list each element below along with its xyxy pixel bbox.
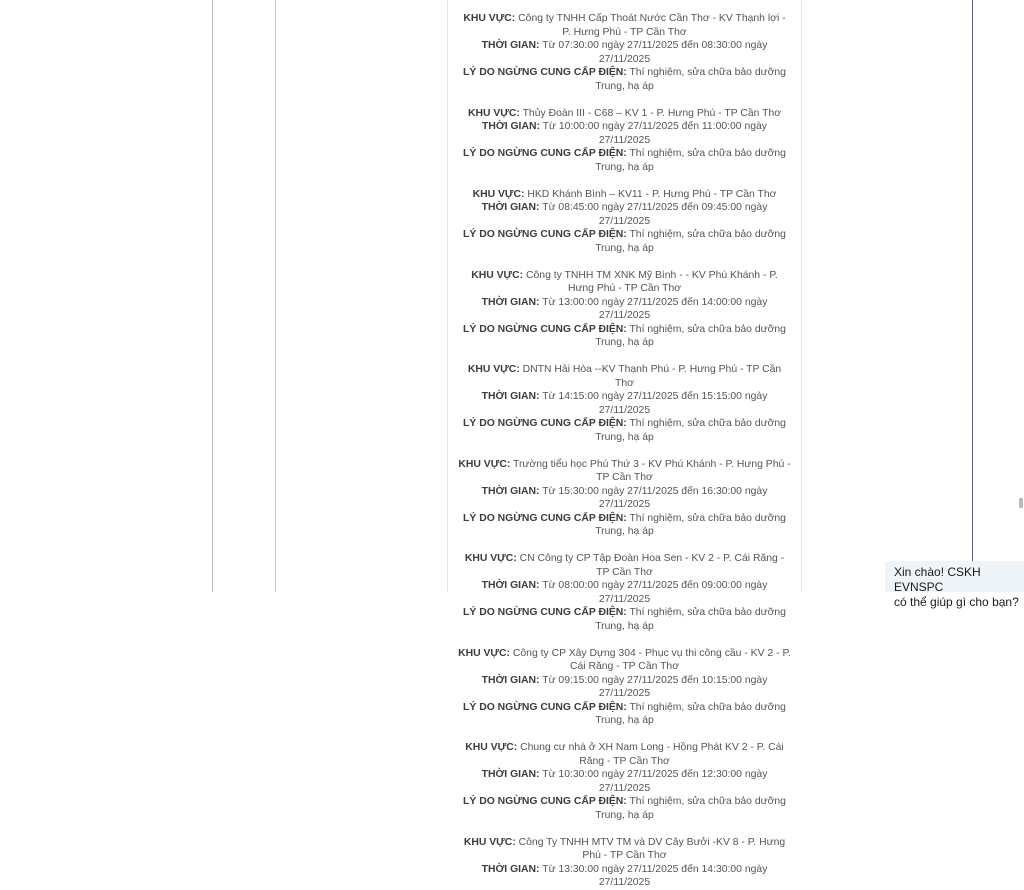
outage-entry [448, 836, 801, 890]
reason-label: LÝ DO NGỪNG CUNG CẤP ĐIỆN: [463, 512, 627, 524]
time-value: Từ 08:00:00 ngày 27/11/2025 đến 09:00:00 ngày 27/11/2025 [542, 580, 768, 605]
reason-value: Thí nghiệm, sửa chữa bảo dưỡng Trung, hạ áp [595, 148, 786, 173]
area-label: KHU VỰC: [463, 13, 516, 24]
time-value: Từ 08:45:00 ngày 27/11/2025 đến 09:45:00 ngày 27/11/2025 [542, 202, 768, 227]
area-value: Trường tiểu học Phú Thứ 3 - KV Phú Khánh - P. Hưng Phú - TP Cần Thơ [513, 458, 791, 483]
reason-label: LÝ DO NGỪNG CUNG CẤP ĐIỆN: [463, 67, 627, 78]
time-label: THỜI GIAN: [481, 391, 540, 402]
area-value: Công ty CP Xây Dựng 304 - Phục vụ thi công cầu - KV 2 - P. Cái Răng - TP Cần Thơ [512, 647, 791, 672]
outage-entry [448, 188, 801, 256]
reason-value: Thí nghiệm, sửa chữa bảo dưỡng Trung, hạ áp [595, 67, 786, 92]
area-label: KHU VỰC: [467, 107, 520, 119]
reason-label: LÝ DO NGỪNG CUNG CẤP ĐIỆN: [463, 796, 627, 807]
reason-value: Thí nghiệm, sửa chữa bảo dưỡng Trung, hạ áp [595, 701, 786, 726]
time-value: Từ 13:30:00 ngày 27/11/2025 đến 14:30:00 ngày 27/11/2025 [542, 863, 768, 888]
reason-value: Thí nghiệm, sửa chữa bảo dưỡng Trung, hạ áp [595, 796, 786, 821]
time-label: THỜI GIAN: [481, 580, 540, 591]
chat-greeting-line-2: có thể giúp gì cho bạn? [894, 595, 1019, 609]
outage-content-panel [447, 0, 802, 888]
reason-label: LÝ DO NGỪNG CUNG CẤP ĐIỆN: [463, 607, 627, 618]
reason-label: LÝ DO NGỪNG CUNG CẤP ĐIỆN: [463, 418, 627, 429]
time-value: Từ 07:30:00 ngày 27/11/2025 đến 08:30:00 ngày 27/11/2025 [542, 40, 768, 65]
page-divider-inner [275, 0, 276, 592]
reason-label: LÝ DO NGỪNG CUNG CẤP ĐIỆN: [463, 229, 627, 240]
reason-value: Thí nghiệm, sửa chữa bảo dưỡng Trung, hạ áp [595, 323, 786, 348]
reason-value: Thí nghiệm, sửa chữa bảo dưỡng Trung, hạ áp [595, 418, 786, 443]
time-value: Từ 14:15:00 ngày 27/11/2025 đến 15:15:00 ngày 27/11/2025 [542, 391, 768, 416]
area-value: HKD Khánh Bình – KV11 - P. Hưng Phú - TP Cần Thơ [527, 188, 777, 200]
reason-value: Thí nghiệm, sửa chữa bảo dưỡng Trung, hạ áp [595, 229, 786, 254]
time-label: THỜI GIAN: [481, 769, 540, 780]
area-value: Thủy Đoàn III - C68 – KV 1 - P. Hưng Phú - TP Cần Thơ [522, 107, 782, 119]
page-divider-left [212, 0, 213, 592]
time-label: THỜI GIAN: [481, 863, 540, 875]
scroll-edge-marker [1019, 498, 1023, 508]
time-label: THỜI GIAN: [481, 674, 540, 686]
outage-entry [448, 647, 801, 728]
area-label: KHU VỰC: [458, 458, 511, 470]
area-value: Công ty TNHH TM XNK Mỹ Bình - - KV Phú Khánh - P. Hưng Phú - TP Cần Thơ [526, 269, 778, 294]
area-label: KHU VỰC: [472, 188, 525, 200]
reason-value: Thí nghiệm, sửa chữa bảo dưỡng Trung, hạ áp [595, 607, 786, 632]
time-value: Từ 15:30:00 ngày 27/11/2025 đến 16:30:00 ngày 27/11/2025 [542, 485, 768, 510]
time-value: Từ 09:15:00 ngày 27/11/2025 đến 10:15:00 ngày 27/11/2025 [542, 674, 768, 699]
time-label: THỜI GIAN: [481, 296, 540, 308]
area-label: KHU VỰC: [471, 269, 524, 281]
area-value: DNTN Hải Hòa --KV Thạnh Phú - P. Hưng Phú - TP Cần Thơ [522, 364, 782, 389]
time-label: THỜI GIAN: [481, 121, 540, 132]
area-value: CN Công ty CP Tập Đoàn Hoa Sen - KV 2 - P. Cái Răng - TP Cần Thơ [519, 553, 785, 578]
time-value: Từ 10:30:00 ngày 27/11/2025 đến 12:30:00 ngày 27/11/2025 [542, 769, 768, 794]
chat-greeting-line-1: Xin chào! CSKH EVNSPC [894, 565, 981, 594]
page-divider-right [972, 0, 973, 592]
area-label: KHU VỰC: [467, 364, 520, 375]
reason-label: LÝ DO NGỪNG CUNG CẤP ĐIỆN: [463, 701, 627, 713]
time-value: Từ 13:00:00 ngày 27/11/2025 đến 14:00:00 ngày 27/11/2025 [542, 296, 768, 321]
outage-entry [448, 12, 801, 93]
reason-label: LÝ DO NGỪNG CUNG CẤP ĐIỆN: [463, 148, 627, 159]
outage-entry [448, 363, 801, 444]
outage-entry [448, 552, 801, 633]
outage-entry [448, 741, 801, 822]
time-label: THỜI GIAN: [481, 40, 540, 51]
area-label: KHU VỰC: [458, 647, 510, 659]
area-label: KHU VỰC: [463, 836, 516, 848]
reason-value: Thí nghiệm, sửa chữa bảo dưỡng Trung, hạ áp [595, 512, 786, 537]
time-label: THỜI GIAN: [481, 202, 540, 213]
area-value: Công Ty TNHH MTV TM và DV Cây Bưởi -KV 8 - P. Hưng Phú - TP Cần Thơ [518, 836, 786, 861]
time-label: THỜI GIAN: [481, 485, 540, 497]
outage-entry [448, 107, 801, 175]
outage-entry [448, 269, 801, 350]
time-value: Từ 10:00:00 ngày 27/11/2025 đến 11:00:00 ngày 27/11/2025 [542, 121, 768, 146]
outage-list [448, 0, 801, 890]
area-value: Chung cư nhà ở XH Nam Long - Hồng Phát KV 2 - P. Cái Răng - TP Cần Thơ [520, 742, 784, 767]
area-label: KHU VỰC: [464, 553, 517, 564]
area-label: KHU VỰC: [465, 742, 518, 753]
area-value: Công ty TNHH Cấp Thoát Nước Cần Thơ - KV Thạnh lợi - P. Hưng Phú - TP Cần Thơ [518, 13, 786, 38]
reason-label: LÝ DO NGỪNG CUNG CẤP ĐIỆN: [463, 323, 627, 335]
chat-greeting-widget[interactable] [885, 561, 1024, 609]
outage-entry [448, 458, 801, 539]
